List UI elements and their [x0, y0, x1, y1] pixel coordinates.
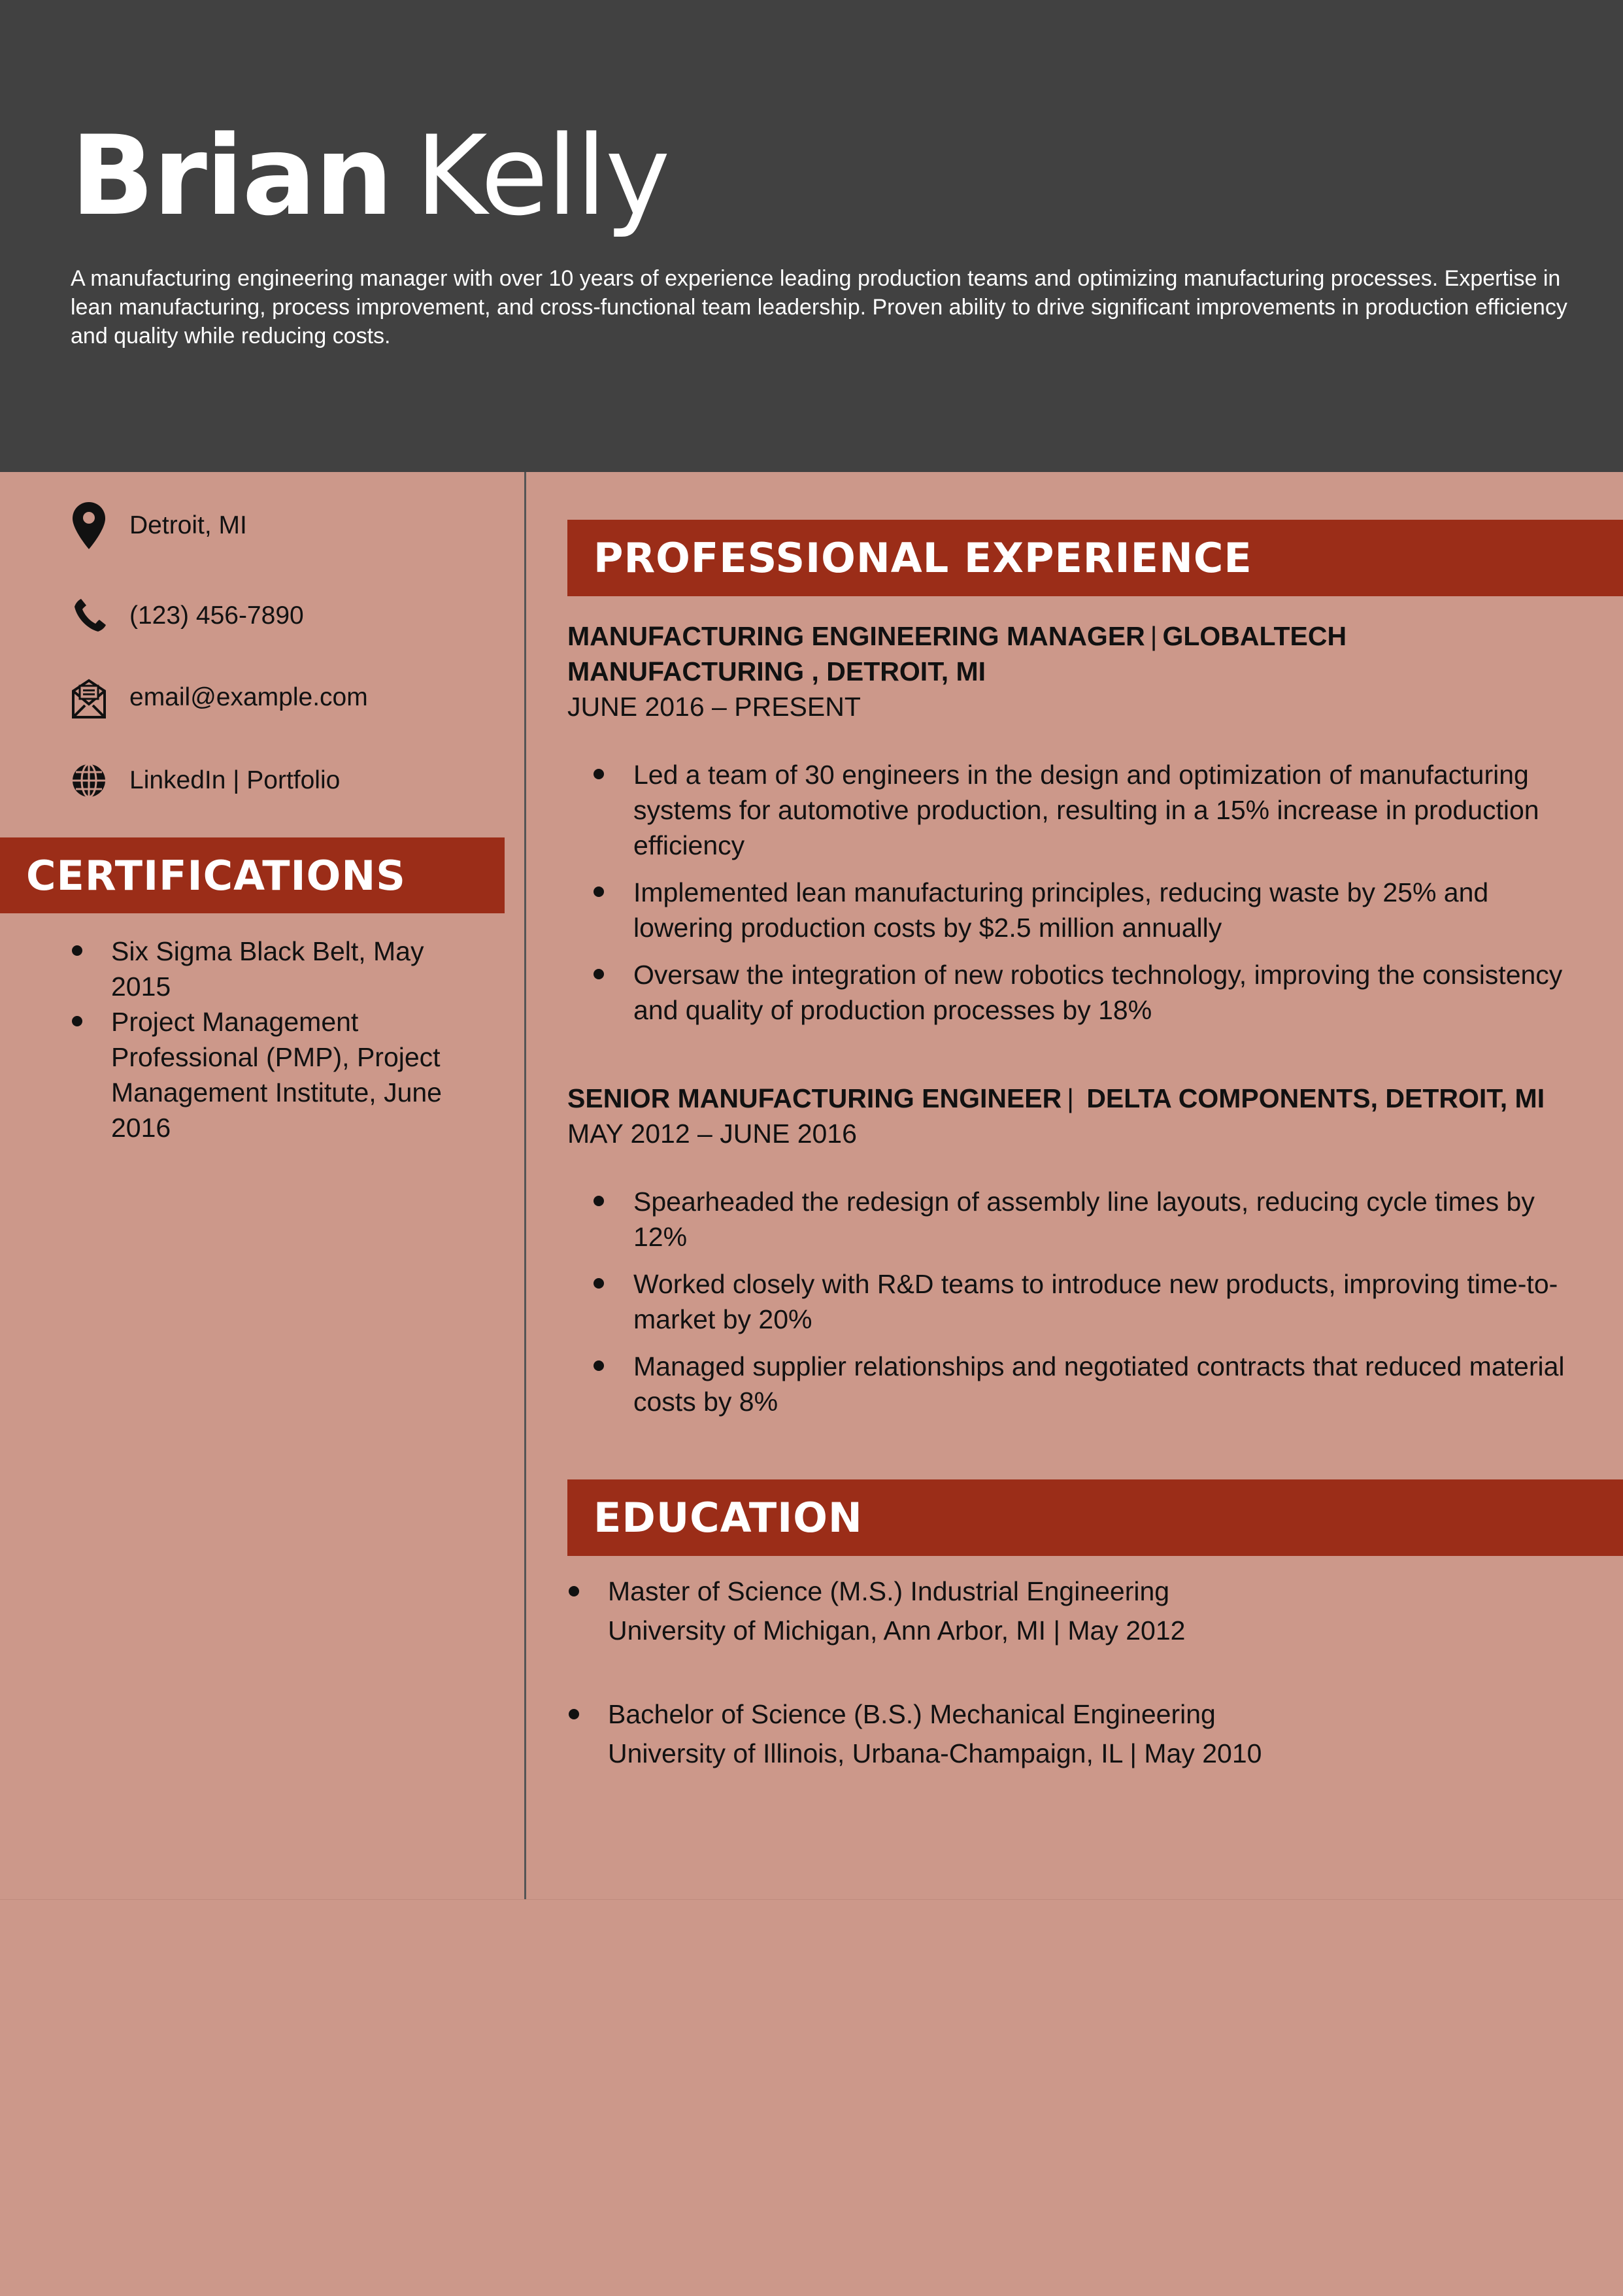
phone-text[interactable]: (123) 456-7890	[129, 601, 304, 630]
job-bullet: Led a team of 30 engineers in the design and optimization of manufacturing systems for automotive production, resulting in a 15% increase in production efficiency	[567, 757, 1587, 863]
job-bullet: Implemented lean manufacturing principles, reducing waste by 25% and lowering production costs by $2.5 million annually	[567, 875, 1587, 945]
last-name: Kelly	[415, 112, 669, 240]
education-item	[567, 1695, 1587, 1773]
job-bullets	[567, 1184, 1587, 1419]
education-heading: EDUCATION	[567, 1479, 1623, 1556]
title-separator: |	[1150, 621, 1158, 651]
job-entry-2	[567, 1081, 1587, 1431]
job-title-line	[567, 618, 1587, 689]
contact-location	[71, 499, 502, 552]
job-title: MANUFACTURING ENGINEERING MANAGER	[567, 621, 1145, 651]
column-divider	[524, 472, 526, 1899]
job-title: SENIOR MANUFACTURING ENGINEER	[567, 1083, 1062, 1113]
email-text[interactable]: email@example.com	[129, 683, 368, 711]
degree: Bachelor of Science (B.S.) Mechanical Engineering	[608, 1699, 1216, 1729]
job-dates: JUNE 2016 – PRESENT	[567, 692, 861, 722]
experience-heading: PROFESSIONAL EXPERIENCE	[567, 520, 1623, 596]
certifications-heading: CERTIFICATIONS	[0, 837, 505, 913]
globe-icon	[71, 754, 107, 807]
candidate-name	[71, 112, 669, 240]
job-bullet: Oversaw the integration of new robotics technology, improving the consistency and quality of production processes by 18%	[567, 957, 1587, 1028]
phone-icon	[71, 590, 107, 642]
job-dates: MAY 2012 – JUNE 2016	[567, 1119, 857, 1149]
school: University of Illinois, Urbana-Champaign, IL	[608, 1738, 1122, 1768]
school: University of Michigan, Ann Arbor, MI	[608, 1615, 1046, 1646]
job-bullet: Worked closely with R&D teams to introduce new products, improving time-to-market by 20%	[567, 1266, 1587, 1337]
job-bullets	[567, 757, 1587, 1028]
school-line: University of Illinois, Urbana-Champaign, IL | May 2010	[608, 1738, 1262, 1768]
school-line: University of Michigan, Ann Arbor, MI | May 2012	[608, 1615, 1186, 1646]
education-item	[567, 1572, 1587, 1650]
degree: Master of Science (M.S.) Industrial Engineering	[608, 1576, 1170, 1606]
certification-item: Six Sigma Black Belt, May 2015	[71, 934, 476, 1004]
contact-links	[71, 754, 502, 807]
location-text: Detroit, MI	[129, 511, 247, 539]
job-entry-1	[567, 618, 1587, 1039]
first-name: Brian	[71, 112, 392, 240]
location-pin-icon	[71, 499, 107, 552]
resume-header	[0, 0, 1623, 472]
certifications-list	[71, 934, 476, 1145]
education-entry-1	[567, 1572, 1587, 1650]
contact-email	[71, 671, 502, 724]
job-company: DELTA COMPONENTS, DETROIT, MI	[1079, 1083, 1545, 1113]
envelope-icon	[71, 671, 107, 724]
education-entry-2	[567, 1695, 1587, 1773]
graduation-date: May 2012	[1067, 1615, 1186, 1646]
contact-phone	[71, 590, 502, 642]
job-title-line	[567, 1081, 1587, 1116]
job-bullet: Managed supplier relationships and negotiated contracts that reduced material costs by 8%	[567, 1349, 1587, 1419]
graduation-date: May 2010	[1144, 1738, 1262, 1768]
certification-item: Project Management Professional (PMP), Project Management Institute, June 2016	[71, 1004, 476, 1145]
title-separator: |	[1067, 1083, 1074, 1113]
job-bullet: Spearheaded the redesign of assembly line layouts, reducing cycle times by 12%	[567, 1184, 1587, 1255]
bottom-rule	[0, 1899, 1623, 1900]
job-company: GLOBALTECH MANUFACTURING , DETROIT, MI	[567, 621, 1347, 686]
professional-summary: A manufacturing engineering manager with over 10 years of experience leading production teams and optimizing manufacturing processes. Expertise in lean manufacturing, process improvement, and cross-functional team leadership. Proven ability to drive significant improvements in production efficiency and quality while reducing costs.	[71, 266, 1567, 348]
links-text[interactable]: LinkedIn | Portfolio	[129, 766, 341, 794]
